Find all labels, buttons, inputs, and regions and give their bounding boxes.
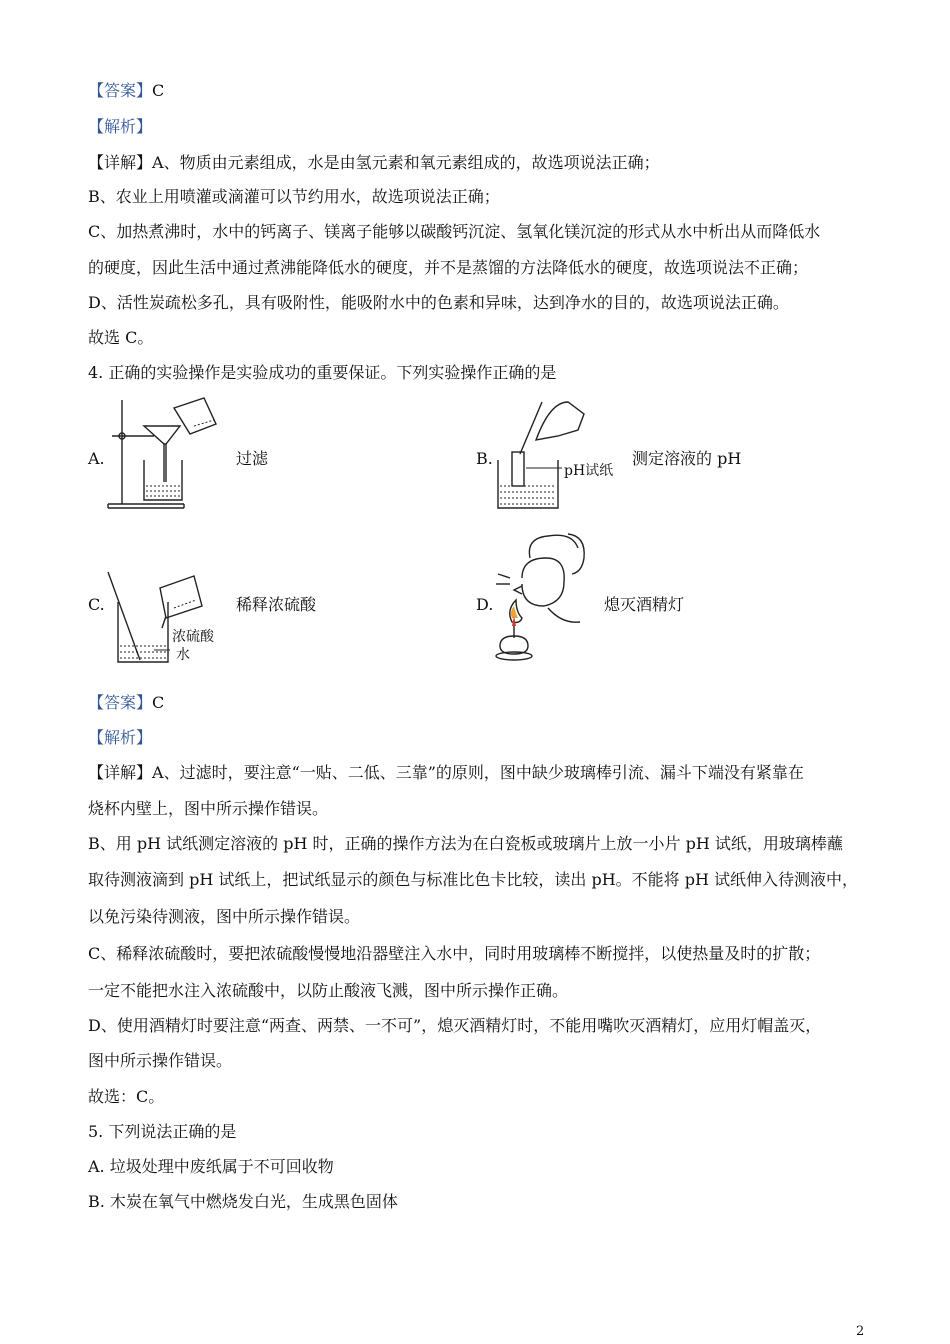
detail-tag: 【详解】 [88,763,153,782]
option-d-caption: 熄灭酒精灯 [604,595,685,614]
q4-answer-line [88,692,164,714]
ph-test-figure [496,396,590,512]
text-line: 烧杯内壁上，图中所示操作错误。 [88,799,329,818]
text-line: A、过滤时，要注意“一贴、二低、三靠”的原则，图中缺少玻璃棒引流、漏斗下端没有紧靠在 [152,763,804,782]
option-a-letter: A. [88,449,105,468]
text-line: 一定不能把水注入浓硫酸中，以防止酸液飞溅，图中所示操作正确。 [88,981,569,1000]
text-line: 故选 C。 [88,328,154,347]
answer-value: C [152,693,165,712]
water-label: 水 [176,647,190,663]
text-line: 图中所示操作错误。 [88,1051,233,1070]
option-b-caption: 测定溶液的 pH [632,449,742,468]
q3-answer-line [88,80,164,102]
acid-label: 浓硫酸 [172,629,214,645]
q5-option-b: B. 木炭在氧气中燃烧发白光，生成黑色固体 [88,1192,398,1211]
dilute-acid-figure [104,568,214,666]
text-line: 的硬度，因此生活中通过煮沸能降低水的硬度，并不是蒸馏的方法降低水的硬度，故选项说法不正确； [88,258,809,277]
option-b-letter: B. [476,449,493,468]
q3-analysis-tag: 【解析】 [88,117,153,136]
option-c-caption: 稀释浓硫酸 [236,595,317,614]
extinguish-lamp-figure [492,528,590,662]
q3-detail-line [88,152,660,174]
answer-tag: 【答案】 [88,81,153,100]
q4-question: 4. 正确的实验操作是实验成功的重要保证。下列实验操作正确的是 [88,363,557,382]
answer-value: C [152,81,165,100]
detail-tag: 【详解】 [88,153,153,172]
q5-option-a: A. 垃圾处理中废纸属于不可回收物 [88,1157,334,1176]
text-line: 取待测液滴到 pH 试纸上，把试纸显示的颜色与标准比色卡比较，读出 pH。不能将 pH 试纸伸入待测液中， [88,870,859,889]
text-line: B、用 pH 试纸测定溶液的 pH 时，正确的操作方法为在白瓷板或玻璃片上放一小片 pH 试纸，用玻璃棒蘸 [88,834,843,853]
ph-paper-label: pH试纸 [564,463,614,479]
q5-question: 5. 下列说法正确的是 [88,1122,237,1141]
text-line: C、稀释浓硫酸时，要把浓硫酸慢慢地沿器壁注入水中，同时用玻璃棒不断搅拌，以使热量及时的扩散； [88,944,821,963]
q4-analysis-tag: 【解析】 [88,728,153,747]
text-line: B、农业上用喷灌或滴灌可以节约用水，故选项说法正确； [88,187,500,206]
text-line: D、使用酒精灯时要注意“两查、两禁、一不可”，熄灭酒精灯时，不能用嘴吹灭酒精灯，应用灯帽盖灭， [88,1016,822,1035]
text-line: D、活性炭疏松多孔，具有吸附性，能吸附水中的色素和异味，达到净水的目的，故选项说法正确。 [88,293,789,312]
answer-tag: 【答案】 [88,693,153,712]
page-number: 2 [856,1324,865,1339]
option-c-letter: C. [88,595,105,614]
text-line: C、加热煮沸时，水中的钙离子、镁离子能够以碳酸钙沉淀、氢氧化镁沉淀的形式从水中析出从而降低水 [88,222,821,241]
q4-detail-line [88,762,804,784]
option-a-caption: 过滤 [236,449,269,468]
filtration-apparatus-figure [104,396,222,512]
option-d-letter: D. [476,595,494,614]
text-line: A、物质由元素组成，水是由氢元素和氧元素组成的，故选项说法正确； [152,153,660,172]
text-line: 以免污染待测液，图中所示操作错误。 [88,907,361,926]
text-line: 故选：C。 [88,1087,165,1106]
